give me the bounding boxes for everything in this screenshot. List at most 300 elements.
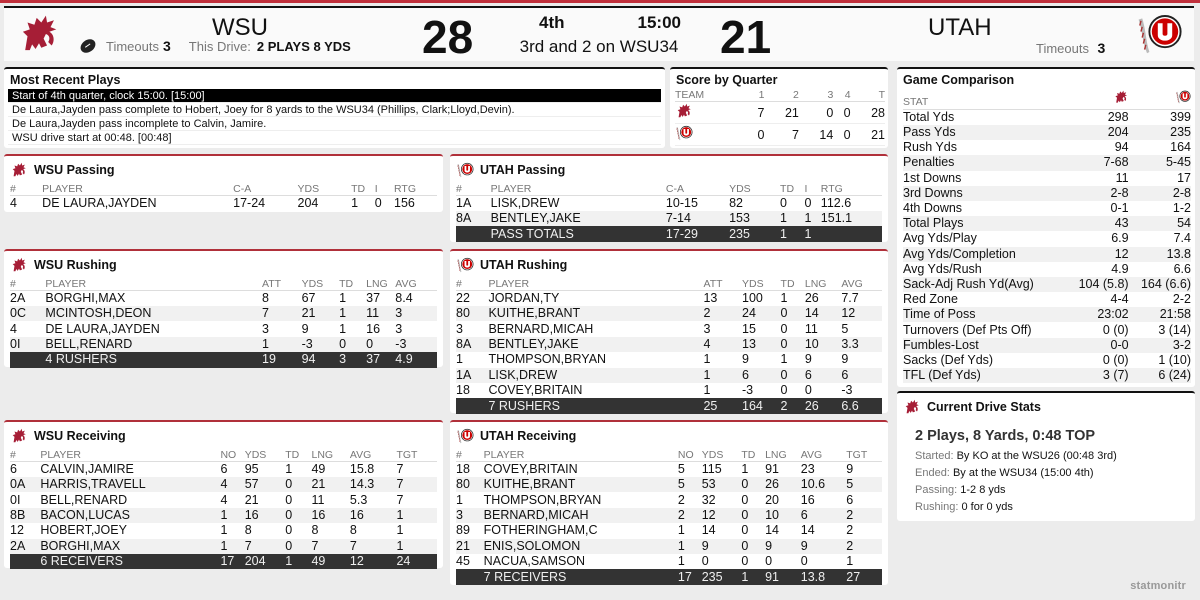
cell: 6	[846, 492, 854, 507]
table-row[interactable]	[456, 321, 882, 336]
col-header: #	[456, 276, 488, 291]
table-row[interactable]	[10, 492, 437, 507]
game-clock: 15:00	[637, 13, 681, 32]
table-row[interactable]	[10, 337, 437, 352]
recent-plays-panel	[4, 67, 665, 148]
cell: 0	[804, 383, 812, 398]
cell: 49	[311, 554, 349, 569]
cell: 0	[366, 337, 395, 352]
table-row[interactable]	[10, 523, 437, 538]
table-row[interactable]	[10, 291, 437, 307]
cell: 37	[366, 291, 381, 305]
col-header: PLAYER	[491, 181, 666, 196]
stat-label: Penalties	[903, 155, 1066, 170]
statmonitr-logo: statmonitr	[1130, 580, 1186, 592]
table-row	[675, 102, 885, 124]
stat-value: 164 (6.6)	[1129, 277, 1191, 292]
cell: 0	[833, 102, 850, 124]
cell: 0	[833, 124, 850, 146]
table-row[interactable]	[456, 508, 882, 523]
col-header: TD	[351, 181, 375, 196]
current-drive-title: Current Drive Stats	[927, 400, 1041, 414]
table-row	[903, 140, 1191, 155]
utah-logo-icon	[1175, 89, 1191, 105]
table-row[interactable]	[456, 306, 882, 321]
cell: 112.6	[820, 196, 852, 210]
cell: 0	[339, 337, 366, 352]
utah-passing-table	[456, 181, 882, 242]
cell: 1	[396, 539, 437, 554]
cell: 45	[456, 554, 470, 569]
stat-value: 4-4	[1110, 292, 1129, 307]
col-header: PLAYER	[45, 276, 262, 291]
cell: 8	[262, 291, 269, 305]
cell: 1	[677, 554, 685, 569]
cell: 20	[765, 492, 779, 507]
cell: 22	[456, 291, 470, 305]
cell: 14	[800, 523, 815, 538]
drive-passing: Passing: 1-2 8 yds	[915, 484, 1006, 496]
cell: 9	[765, 539, 801, 554]
stat-label: TFL (Def Yds)	[903, 368, 1066, 383]
cell: 3	[395, 321, 403, 336]
col-header: C-A	[233, 181, 297, 196]
football-icon	[78, 36, 98, 55]
cell: 82	[729, 196, 743, 210]
cell: NACUA,SAMSON	[483, 554, 586, 569]
stat-value: 43	[1066, 216, 1128, 231]
stat-value: 164	[1170, 140, 1191, 155]
table-row[interactable]	[456, 383, 882, 398]
cell: BENTLEY,JAKE	[488, 337, 703, 352]
col-header: PLAYER	[40, 447, 220, 462]
col-header: YDS	[298, 181, 352, 196]
cell: BERNARD,MICAH	[484, 508, 678, 523]
cell: 5	[678, 477, 702, 492]
cell: 1	[741, 569, 765, 584]
cell: 14	[701, 523, 716, 538]
game-comparison-title: Game Comparison	[903, 73, 1015, 87]
table-row	[903, 216, 1191, 231]
stat-value: 6.6	[1173, 261, 1191, 276]
cell: 0	[741, 492, 749, 507]
wsu-rushing-panel	[4, 249, 443, 367]
cell: 0	[741, 554, 749, 569]
cell: LISK,DREW	[488, 368, 703, 383]
table-row[interactable]	[456, 291, 882, 307]
cell: 0	[741, 539, 765, 554]
table-row	[903, 125, 1191, 140]
col-header: TD	[780, 181, 804, 196]
cell: THOMPSON,BRYAN	[483, 492, 602, 507]
cell: 10-15	[665, 196, 698, 210]
stat-label: Pass Yds	[903, 125, 1066, 140]
cell: BACON,LUCAS	[40, 508, 220, 523]
table-row	[903, 231, 1191, 246]
cell: 1	[780, 226, 804, 241]
col-header: TD	[285, 447, 311, 462]
cell: 14	[805, 306, 842, 321]
stat-value: 298	[1107, 110, 1129, 124]
cell: 0	[781, 368, 805, 383]
cell: 15	[742, 321, 756, 336]
stat-label: 3rd Downs	[903, 186, 1066, 201]
col-header: PLAYER	[488, 276, 703, 291]
table-row[interactable]	[456, 211, 882, 226]
table-row	[903, 201, 1191, 216]
stat-value: 3 (14)	[1158, 322, 1191, 337]
totals-row	[456, 398, 882, 413]
cell: 1A	[456, 196, 472, 210]
cell: 16	[245, 508, 285, 523]
stat-label: Avg Yds/Completion	[903, 247, 1066, 262]
cell: 21	[456, 539, 484, 554]
cell: 2	[703, 306, 742, 321]
col-header: AVG	[801, 447, 847, 462]
cell: 0	[780, 196, 787, 210]
wsu-logo-icon	[10, 427, 28, 445]
table-row[interactable]	[10, 306, 437, 321]
score-by-quarter-title: Score by Quarter	[676, 73, 778, 87]
cell: 1	[780, 352, 788, 367]
table-row[interactable]	[10, 462, 437, 478]
col-header: PLAYER	[42, 181, 233, 196]
recent-plays-list	[4, 89, 665, 145]
stat-value: 399	[1170, 110, 1191, 124]
table-row	[903, 171, 1191, 186]
cell: MCINTOSH,DEON	[45, 306, 262, 321]
cell: 16	[800, 492, 815, 507]
cell: 0	[780, 321, 788, 336]
col-header: LNG	[765, 447, 801, 462]
cell: 1	[396, 523, 404, 538]
table-row[interactable]	[456, 462, 882, 478]
play-item[interactable]: Start of 4th quarter, clock 15:00. [15:00]	[8, 89, 661, 103]
utah-logo-icon	[1128, 8, 1190, 60]
col-header: YDS	[729, 181, 780, 196]
col-header: 4	[833, 89, 850, 102]
stat-label: 1st Downs	[903, 170, 962, 185]
cell: 26	[804, 291, 819, 305]
cell: 235	[729, 226, 780, 241]
cell: 11	[311, 492, 325, 507]
cell: 0	[800, 554, 808, 569]
table-row[interactable]	[456, 337, 882, 352]
cell: 0	[741, 477, 765, 492]
panel-title: UTAH Passing	[480, 163, 566, 177]
cell: 21	[244, 492, 259, 507]
cell: 4 RUSHERS	[45, 352, 262, 367]
cell: 32	[701, 492, 716, 507]
cell: 6	[220, 462, 228, 476]
col-header: NO	[678, 447, 702, 462]
cell: 235	[702, 569, 742, 584]
stat-value: 204	[1066, 125, 1128, 140]
col-header: YDS	[245, 447, 285, 462]
table-row[interactable]	[456, 368, 882, 383]
cell: 204	[245, 554, 285, 569]
cell: 18	[456, 462, 470, 476]
cell: 13.8	[801, 569, 847, 584]
cell: 7-14	[666, 211, 729, 226]
totals-row	[10, 352, 437, 367]
col-header: PLAYER	[484, 447, 678, 462]
cell: 25	[703, 398, 742, 413]
cell: 0	[780, 383, 788, 398]
cell: 53	[702, 477, 742, 492]
cell: 3.3	[841, 337, 882, 352]
col-header: TGT	[396, 447, 437, 462]
cell: 3	[703, 321, 711, 336]
cell: 1	[703, 383, 711, 398]
cell: DE LAURA,JAYDEN	[42, 196, 157, 210]
utah-logo-icon	[456, 256, 474, 274]
cell: 7	[396, 462, 404, 476]
home-score: 28	[422, 11, 474, 63]
stat-value: 7.4	[1173, 231, 1191, 246]
col-header: YDS	[702, 447, 742, 462]
stat-label: Turnovers (Def Pts Off)	[903, 322, 1032, 337]
col-header: YDS	[302, 276, 339, 291]
cell: 6 RECEIVERS	[40, 554, 220, 569]
stat-value: 2-2	[1172, 292, 1191, 307]
cell: 4.9	[395, 352, 437, 367]
scoreboard	[4, 6, 1194, 61]
cell	[456, 398, 488, 413]
col-header: NO	[220, 447, 244, 462]
table-row	[675, 124, 885, 146]
cell: 0I	[10, 492, 21, 507]
table-row[interactable]	[456, 352, 882, 367]
cell: 24	[396, 554, 437, 569]
game-comparison-panel	[897, 67, 1195, 387]
cell: 1	[805, 211, 821, 226]
cell: 1	[220, 523, 228, 538]
table-row[interactable]	[456, 196, 882, 212]
play-item[interactable]: De Laura,Jayden pass complete to Hobert, Joey for 8 yards to the WSU34 (Phillips, Clark;Lloyd,Devin).	[8, 103, 661, 117]
cell: 151.1	[821, 211, 882, 226]
home-team-name: WSU	[212, 14, 268, 41]
cell: 12	[702, 508, 742, 523]
col-header: YDS	[742, 276, 781, 291]
cell: 1	[396, 508, 437, 523]
stat-value: 0 (0)	[1102, 352, 1129, 367]
cell: 10	[765, 508, 801, 523]
cell: 204	[297, 196, 319, 210]
panel-title: WSU Rushing	[34, 258, 117, 272]
col-header: AVG	[395, 276, 437, 291]
drive-label: This Drive:	[188, 38, 251, 54]
cell: 3	[456, 508, 484, 523]
wsu-rushing-table	[10, 276, 437, 368]
table-row[interactable]	[10, 508, 437, 523]
cell: JORDAN,TY	[488, 291, 560, 305]
table-row[interactable]	[456, 492, 882, 507]
cell: 12	[350, 554, 397, 569]
stat-value: 17	[1177, 170, 1191, 185]
away-team-name: UTAH	[928, 14, 992, 41]
table-row[interactable]	[456, 523, 882, 538]
cell: 27	[846, 569, 882, 584]
cell: 0	[747, 124, 764, 146]
cell: 0	[285, 523, 293, 538]
cell	[456, 226, 491, 241]
cell: KUITHE,BRANT	[484, 477, 678, 492]
cell: 0	[285, 492, 293, 507]
cell: 89	[456, 523, 470, 538]
cell: 18	[456, 383, 470, 398]
cell: 21	[851, 124, 885, 146]
down-distance: 3rd and 2 on WSU34	[519, 37, 679, 56]
cell: 2	[846, 508, 882, 523]
cell: 9	[804, 352, 812, 367]
table-row	[903, 368, 1191, 383]
stat-value: 11	[1115, 170, 1129, 185]
cell: 28	[851, 102, 885, 124]
cell: 6	[805, 368, 842, 383]
stat-label: Sack-Adj Rush Yd(Avg)	[903, 277, 1066, 292]
stat-label: Avg Yds/Rush	[903, 261, 982, 276]
cell: 9	[846, 462, 854, 476]
table-row[interactable]	[10, 321, 437, 336]
col-header: TEAM	[675, 89, 747, 102]
table-row[interactable]	[10, 539, 437, 554]
col-header: RTG	[394, 181, 437, 196]
score-by-quarter-table	[675, 89, 885, 146]
cell: 80	[456, 477, 484, 492]
cell: 0C	[10, 306, 45, 321]
stat-value: 0 (0)	[1102, 322, 1129, 337]
drive-ended: Ended: By at the WSU34 (15:00 4th)	[915, 467, 1094, 479]
col-header: LNG	[805, 276, 842, 291]
stat-value: 12	[1066, 247, 1128, 262]
cell: HARRIS,TRAVELL	[40, 477, 220, 492]
cell: 1	[780, 211, 804, 226]
cell: LISK,DREW	[490, 196, 560, 210]
play-item[interactable]: De Laura,Jayden pass incomplete to Calvin, Jamire.	[8, 117, 661, 131]
cell: 2	[846, 523, 854, 538]
stat-value: 6 (24)	[1129, 368, 1191, 383]
cell: 6	[742, 368, 781, 383]
current-drive-panel	[897, 391, 1195, 521]
cell: 4	[10, 196, 17, 210]
utah-receiving-panel	[450, 420, 888, 585]
cell: 5	[677, 462, 685, 476]
cell: 7	[764, 124, 798, 146]
table-row[interactable]	[10, 196, 437, 212]
cell: PASS TOTALS	[491, 226, 666, 241]
col-header: TD	[741, 447, 765, 462]
cell: 1	[780, 291, 788, 305]
recent-plays-title: Most Recent Plays	[10, 73, 121, 87]
cell: 21	[764, 102, 798, 124]
stat-value: 94	[1114, 140, 1129, 155]
cell: 1	[846, 554, 854, 569]
cell: 9	[801, 539, 847, 554]
table-row	[903, 353, 1191, 368]
cell: 67	[301, 291, 316, 305]
cell: 1	[741, 462, 749, 476]
cell: 1	[339, 306, 366, 321]
cell: 1	[677, 523, 685, 538]
play-item[interactable]: WSU drive start at 00:48. [00:48]	[8, 131, 661, 145]
table-row[interactable]	[10, 477, 437, 492]
cell: 13	[703, 291, 718, 305]
cell: 6.6	[841, 398, 882, 413]
cell: 17-24	[233, 196, 266, 210]
cell: 1	[285, 462, 293, 476]
stat-label: Total Yds	[903, 110, 955, 124]
table-row	[903, 247, 1191, 262]
stat-value: 1 (10)	[1158, 352, 1191, 367]
cell: 16	[366, 321, 381, 336]
col-header: TD	[339, 276, 366, 291]
cell: 13	[742, 337, 781, 352]
col-header: #	[10, 181, 42, 196]
col-header: 2	[764, 89, 798, 102]
table-row[interactable]	[456, 539, 882, 554]
cell: 1	[351, 196, 359, 210]
table-row[interactable]	[456, 554, 882, 569]
cell: 26	[765, 477, 801, 492]
cell: 7 RECEIVERS	[484, 569, 678, 584]
wsu-logo-icon	[8, 8, 70, 60]
cell: THOMPSON,BRYAN	[488, 352, 607, 367]
stat-label: Red Zone	[903, 292, 958, 307]
cell: 24	[742, 306, 781, 321]
table-row[interactable]	[456, 477, 882, 492]
stat-label: Time of Poss	[903, 307, 1066, 322]
cell: COVEY,BRITAIN	[483, 462, 578, 476]
cell: 7	[350, 539, 397, 554]
cell: 100	[742, 291, 763, 305]
cell: 6	[841, 368, 882, 383]
cell: 2	[677, 492, 685, 507]
panel-title: WSU Receiving	[34, 429, 126, 443]
cell: 2	[846, 539, 882, 554]
utah-rushing-table	[456, 276, 882, 414]
cell: 115	[701, 462, 722, 476]
totals-row	[10, 554, 437, 569]
cell: 15.8	[349, 462, 375, 476]
cell: 4	[220, 492, 228, 507]
cell: ENIS,SOLOMON	[484, 539, 678, 554]
stat-value: 23:02	[1066, 307, 1128, 322]
away-score: 21	[720, 11, 772, 63]
stat-value: 0-1	[1110, 201, 1129, 216]
cell: 19	[262, 352, 302, 367]
cell	[456, 569, 484, 584]
cell: -3	[841, 383, 853, 398]
panel-title: UTAH Rushing	[480, 258, 568, 272]
col-header: 1	[747, 89, 764, 102]
wsu-receiving-panel	[4, 420, 443, 568]
cell: 153	[729, 211, 780, 226]
cell: 12	[10, 523, 24, 538]
stat-label: Fumbles-Lost	[903, 338, 1066, 353]
col-header: #	[456, 447, 484, 462]
cell: 12	[841, 306, 882, 321]
panel-title: UTAH Receiving	[480, 429, 577, 443]
cell: 2A	[10, 291, 26, 305]
cell: 9	[301, 321, 309, 336]
col-header: TD	[781, 276, 805, 291]
cell: 9	[702, 539, 742, 554]
stat-label: Avg Yds/Play	[903, 231, 977, 246]
cell: 0	[285, 508, 311, 523]
cell: BORGHI,MAX	[45, 291, 126, 305]
drive-value: 2 PLAYS 8 YDS	[256, 38, 351, 54]
